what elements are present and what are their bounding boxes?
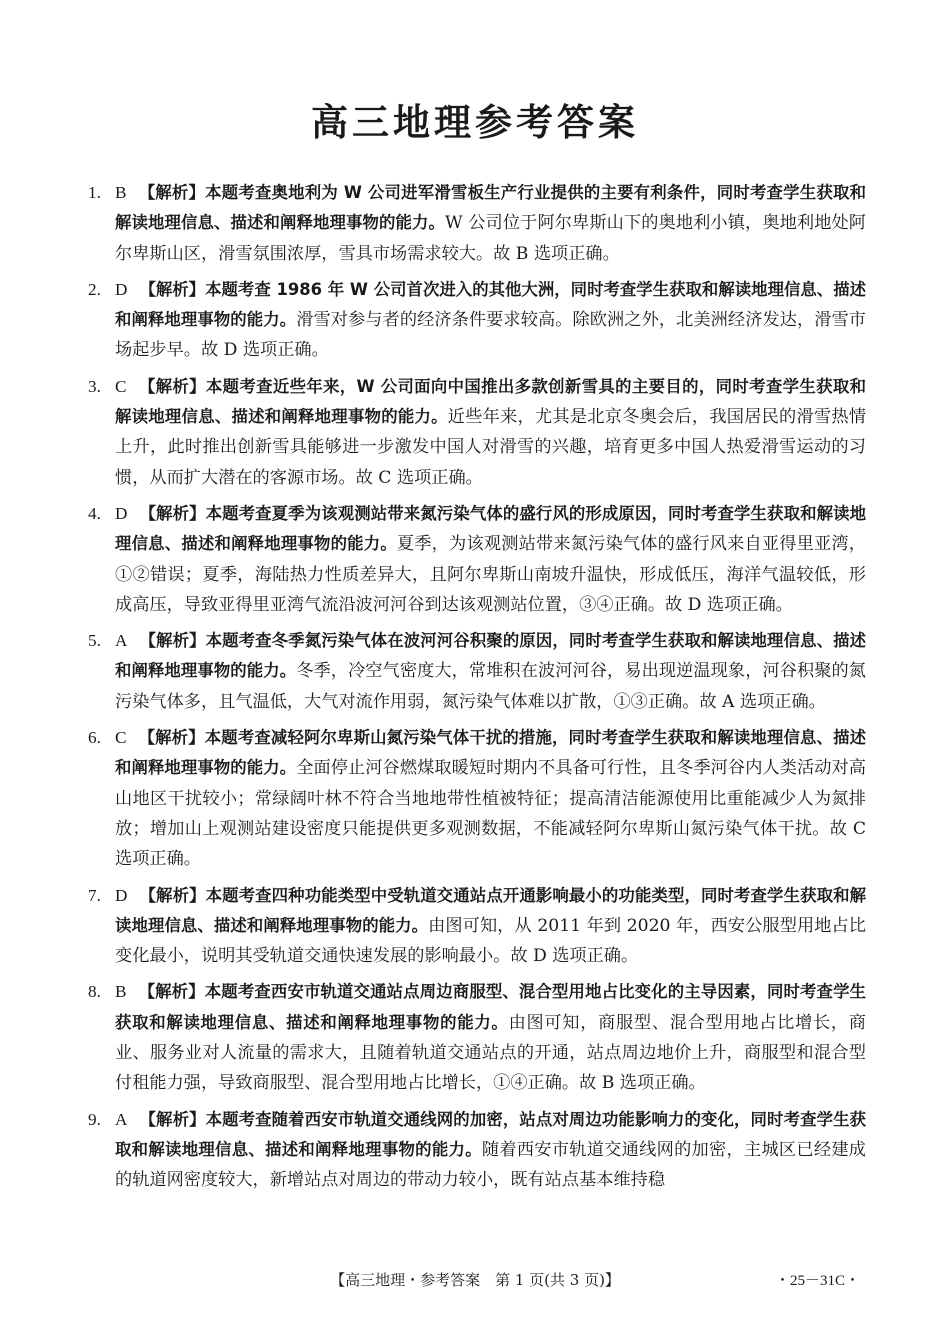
analysis-tag: 【解析】 <box>138 376 206 396</box>
analysis-summary: 本题考查奥地利为 W 公司进军滑雪板生产行业提供的主要有利条件，同时考查学生获取和解读地理信息、描述和阐释地理事物的能力。 <box>115 183 866 233</box>
analysis-tag: 【解析】 <box>139 885 206 905</box>
answer-letter: A <box>115 1109 128 1129</box>
analysis-tag: 【解析】 <box>138 183 206 202</box>
analysis-summary: 本题考查近些年来，W 公司面向中国推出多款创新雪具的主要目的，同时考查学生获取和解读地理信息、描述和阐释地理事物的能力。 <box>115 376 867 427</box>
analysis-body: 由图可知，商服型、混合型用地占比增长，商业、服务业对人流量的需求大，且随着轨道交通站点的开通，站点周边地价上升，商服型和混合型付租能力强，导致商服型、混合型用地占比增长，①④正确。故 B 选项正确。 <box>115 1012 866 1094</box>
answer-letter: C <box>115 728 127 748</box>
question-number: 9. <box>88 1109 101 1129</box>
analysis-tag: 【解析】 <box>139 279 206 299</box>
analysis-body: 近些年来，尤其是北京冬奥会后，我国居民的滑雪热情上升，此时推出创新雪具能够进一步激发中国人对滑雪的兴趣，培育更多中国人热爱滑雪运动的习惯，从而扩大潜在的客源市场。故 C 选项正确。 <box>115 407 866 488</box>
analysis-summary: 本题考查西安市轨道交通站点周边商服型、混合型用地占比变化的主导因素，同时考查学生获取和解读地理信息、描述和阐释地理事物的能力。 <box>115 982 867 1032</box>
answer-letter: D <box>115 885 128 905</box>
analysis-tag: 【解析】 <box>139 503 206 523</box>
question-number: 2. <box>88 279 101 299</box>
answer-letter: D <box>115 503 128 523</box>
answer-item-3 <box>88 372 866 493</box>
question-number: 3. <box>88 376 101 396</box>
answer-letter: B <box>115 982 127 1002</box>
answer-item-6 <box>88 723 866 874</box>
analysis-body: 由图可知，从 2011 年到 2020 年，西安公服型用地占比变化最小，说明其受轨道交通快速发展的影响最小。故 D 选项正确。 <box>115 915 866 967</box>
answer-letter: D <box>115 279 128 299</box>
analysis-tag: 【解析】 <box>138 728 205 748</box>
footer-label: 【高三地理・参考答案 第 1 页(共 3 页)】 <box>330 1271 620 1289</box>
answer-item-2 <box>88 275 866 366</box>
question-number: 7. <box>88 885 101 905</box>
footer-code: ・25－31C・ <box>774 1273 860 1289</box>
analysis-summary: 本题考查冬季氮污染气体在波河河谷积聚的原因，同时考查学生获取和解读地理信息、描述和阐释地理事物的能力。 <box>115 631 867 681</box>
analysis-summary: 本题考查减轻阿尔卑斯山氮污染气体干扰的措施，同时考查学生获取和解读地理信息、描述和阐释地理事物的能力。 <box>115 728 867 778</box>
page-title: 高三地理参考答案 <box>311 101 639 144</box>
analysis-body: 冬季，冷空气密度大，常堆积在波河河谷，易出现逆温现象，河谷积聚的氮污染气体多，且气温低，大气对流作用弱，氮污染气体难以扩散，①③正确。故 A 选项正确。 <box>115 661 866 712</box>
answer-letter: B <box>115 183 127 202</box>
analysis-body: 滑雪对参与者的经济条件要求较高。除欧洲之外，北美洲经济发达，滑雪市场起步早。故 D 选项正确。 <box>115 310 866 361</box>
analysis-body: 全面停止河谷燃煤取暖短时期内不具备可行性，且冬季河谷内人类活动对高山地区干扰较小；常绿阔叶林不符合当地地带性植被特征；提高清洁能源使用比重能减少人为氮排放；增加山上观测站建设密度只能提供更多观测数据，不能减轻阿尔卑斯山氮污染气体干扰。故 C 选项正确。 <box>115 758 866 870</box>
page-footer <box>0 1269 950 1295</box>
analysis-tag: 【解析】 <box>139 631 206 651</box>
answer-letter: C <box>115 376 127 396</box>
analysis-summary: 本题考查夏季为该观测站带来氮污染气体的盛行风的形成原因，同时考查学生获取和解读地理信息、描述和阐释地理事物的能力。 <box>115 503 867 554</box>
answer-item-5 <box>88 626 866 717</box>
analysis-body: 夏季，为该观测站带来氮污染气体的盛行风来自亚得里亚湾，①②错误；夏季，海陆热力性质差异大，且阿尔卑斯山南坡升温快，形成低压，海洋气温较低，形成高压，导致亚得里亚湾气流沿波河河谷到达该观测站位置，③④正确。故 D 选项正确。 <box>115 534 866 615</box>
answer-letter: A <box>115 631 128 651</box>
analysis-tag: 【解析】 <box>139 1109 206 1129</box>
question-number: 6. <box>88 728 101 748</box>
question-number: 8. <box>88 982 101 1002</box>
analysis-tag: 【解析】 <box>138 982 205 1002</box>
analysis-summary: 本题考查四种功能类型中受轨道交通站点开通影响最小的功能类型，同时考查学生获取和解读地理信息、描述和阐释地理事物的能力。 <box>115 885 867 935</box>
answer-item-8 <box>88 977 866 1098</box>
question-number: 5. <box>88 631 101 651</box>
answer-item-9 <box>88 1105 866 1196</box>
answer-item-1 <box>88 178 866 269</box>
analysis-summary: 本题考查随着西安市轨道交通线网的加密，站点对周边功能影响力的变化，同时考查学生获取和解读地理信息、描述和阐释地理事物的能力。 <box>115 1109 867 1159</box>
analysis-body: 随着西安市轨道交通线网的加密，主城区已经建成的轨道网密度较大，新增站点对周边的带动力较小，既有站点基本维持稳 <box>115 1139 866 1191</box>
answer-list <box>88 178 866 1202</box>
analysis-summary: 本题考查 1986 年 W 公司首次进入的其他大洲，同时考查学生获取和解读地理信息、描述和阐释地理事物的能力。 <box>115 279 867 330</box>
question-number: 4. <box>88 503 101 523</box>
answer-item-7 <box>88 881 866 972</box>
answer-item-4 <box>88 499 866 620</box>
question-number: 1. <box>88 183 101 202</box>
analysis-body: W 公司位于阿尔卑斯山下的奥地利小镇，奥地利地处阿尔卑斯山区，滑雪氛围浓厚，雪具市场需求较大。故 B 选项正确。 <box>115 213 866 264</box>
